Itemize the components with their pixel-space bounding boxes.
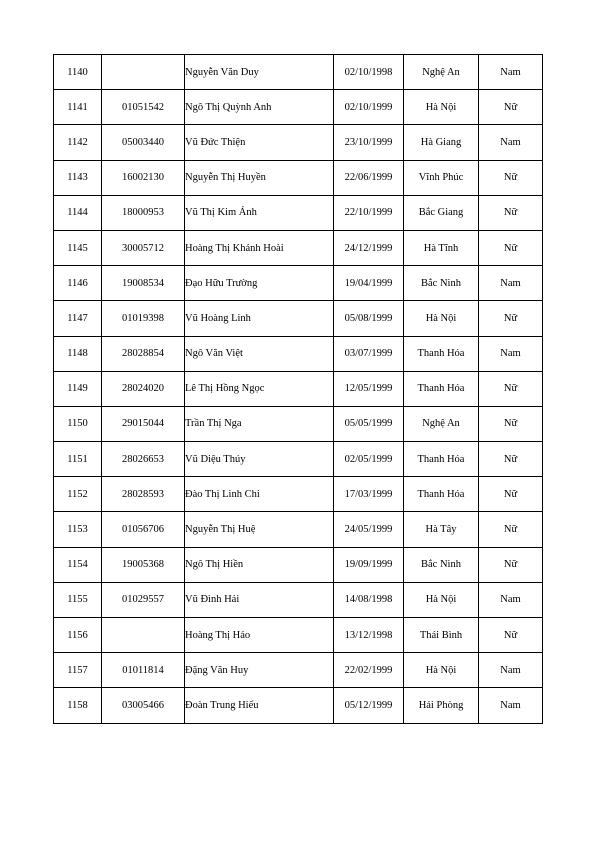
student-id-cell: 05003440 <box>102 125 185 160</box>
full-name-cell: Ngô Thị Quỳnh Anh <box>185 90 334 125</box>
row-number-cell: 1146 <box>54 266 102 301</box>
gender-cell: Nam <box>479 336 543 371</box>
full-name-cell: Vũ Đình Hải <box>185 582 334 617</box>
table-row <box>54 195 543 230</box>
student-id-cell: 01011814 <box>102 653 185 688</box>
student-id-cell: 01056706 <box>102 512 185 547</box>
birth-place-cell: Nghệ An <box>404 55 479 90</box>
full-name-cell: Vũ Thị Kim Ánh <box>185 195 334 230</box>
table-row <box>54 160 543 195</box>
student-id-cell: 28028854 <box>102 336 185 371</box>
gender-cell: Nữ <box>479 512 543 547</box>
table-row <box>54 230 543 265</box>
student-id-cell: 30005712 <box>102 230 185 265</box>
table-row <box>54 55 543 90</box>
full-name-cell: Nguyễn Thị Huệ <box>185 512 334 547</box>
birth-place-cell: Hà Nội <box>404 582 479 617</box>
table-row <box>54 336 543 371</box>
birth-place-cell: Hà Nội <box>404 301 479 336</box>
full-name-cell: Trần Thị Nga <box>185 406 334 441</box>
student-id-cell: 28024020 <box>102 371 185 406</box>
gender-cell: Nữ <box>479 301 543 336</box>
birth-date-cell: 12/05/1999 <box>334 371 404 406</box>
birth-date-cell: 22/02/1999 <box>334 653 404 688</box>
gender-cell: Nữ <box>479 547 543 582</box>
birth-place-cell: Nghệ An <box>404 406 479 441</box>
row-number-cell: 1147 <box>54 301 102 336</box>
gender-cell: Nam <box>479 653 543 688</box>
student-id-cell: 19005368 <box>102 547 185 582</box>
row-number-cell: 1148 <box>54 336 102 371</box>
row-number-cell: 1142 <box>54 125 102 160</box>
gender-cell: Nữ <box>479 90 543 125</box>
full-name-cell: Nguyễn Văn Duy <box>185 55 334 90</box>
table-row <box>54 618 543 653</box>
row-number-cell: 1157 <box>54 653 102 688</box>
row-number-cell: 1150 <box>54 406 102 441</box>
birth-date-cell: 19/04/1999 <box>334 266 404 301</box>
birth-date-cell: 05/08/1999 <box>334 301 404 336</box>
birth-place-cell: Thanh Hóa <box>404 371 479 406</box>
table-row <box>54 547 543 582</box>
birth-date-cell: 19/09/1999 <box>334 547 404 582</box>
table-row <box>54 688 543 723</box>
gender-cell: Nam <box>479 55 543 90</box>
birth-place-cell: Hà Giang <box>404 125 479 160</box>
row-number-cell: 1141 <box>54 90 102 125</box>
birth-date-cell: 24/05/1999 <box>334 512 404 547</box>
birth-place-cell: Thanh Hóa <box>404 442 479 477</box>
row-number-cell: 1143 <box>54 160 102 195</box>
row-number-cell: 1151 <box>54 442 102 477</box>
birth-date-cell: 22/10/1999 <box>334 195 404 230</box>
table-row <box>54 512 543 547</box>
gender-cell: Nữ <box>479 406 543 441</box>
student-id-cell: 28026653 <box>102 442 185 477</box>
student-id-cell: 18000953 <box>102 195 185 230</box>
row-number-cell: 1140 <box>54 55 102 90</box>
row-number-cell: 1158 <box>54 688 102 723</box>
birth-place-cell: Bắc Ninh <box>404 266 479 301</box>
table-row <box>54 266 543 301</box>
row-number-cell: 1144 <box>54 195 102 230</box>
birth-place-cell: Vĩnh Phúc <box>404 160 479 195</box>
table-row <box>54 477 543 512</box>
row-number-cell: 1153 <box>54 512 102 547</box>
table-row <box>54 582 543 617</box>
full-name-cell: Vũ Hoàng Linh <box>185 301 334 336</box>
gender-cell: Nữ <box>479 160 543 195</box>
student-id-cell: 03005466 <box>102 688 185 723</box>
gender-cell: Nam <box>479 125 543 160</box>
row-number-cell: 1156 <box>54 618 102 653</box>
birth-date-cell: 23/10/1999 <box>334 125 404 160</box>
table-row <box>54 371 543 406</box>
birth-date-cell: 13/12/1998 <box>334 618 404 653</box>
full-name-cell: Đào Thị Linh Chi <box>185 477 334 512</box>
full-name-cell: Vũ Đức Thiện <box>185 125 334 160</box>
roster-body <box>54 55 543 724</box>
table-row <box>54 301 543 336</box>
gender-cell: Nam <box>479 582 543 617</box>
gender-cell: Nữ <box>479 477 543 512</box>
full-name-cell: Ngô Thị Hiền <box>185 547 334 582</box>
gender-cell: Nữ <box>479 230 543 265</box>
birth-date-cell: 05/12/1999 <box>334 688 404 723</box>
gender-cell: Nữ <box>479 371 543 406</box>
full-name-cell: Vũ Diệu Thúy <box>185 442 334 477</box>
gender-cell: Nữ <box>479 618 543 653</box>
student-id-cell: 29015044 <box>102 406 185 441</box>
birth-place-cell: Thái Bình <box>404 618 479 653</box>
birth-date-cell: 02/05/1999 <box>334 442 404 477</box>
student-id-cell: 01019398 <box>102 301 185 336</box>
row-number-cell: 1155 <box>54 582 102 617</box>
birth-date-cell: 03/07/1999 <box>334 336 404 371</box>
birth-place-cell: Hà Tây <box>404 512 479 547</box>
birth-place-cell: Hà Nội <box>404 653 479 688</box>
gender-cell: Nam <box>479 266 543 301</box>
row-number-cell: 1149 <box>54 371 102 406</box>
student-id-cell <box>102 618 185 653</box>
full-name-cell: Đoàn Trung Hiếu <box>185 688 334 723</box>
birth-place-cell: Bắc Giang <box>404 195 479 230</box>
birth-place-cell: Hải Phòng <box>404 688 479 723</box>
gender-cell: Nữ <box>479 442 543 477</box>
full-name-cell: Lê Thị Hồng Ngọc <box>185 371 334 406</box>
birth-date-cell: 05/05/1999 <box>334 406 404 441</box>
birth-date-cell: 14/08/1998 <box>334 582 404 617</box>
row-number-cell: 1154 <box>54 547 102 582</box>
row-number-cell: 1152 <box>54 477 102 512</box>
birth-date-cell: 24/12/1999 <box>334 230 404 265</box>
full-name-cell: Hoàng Thị Hảo <box>185 618 334 653</box>
full-name-cell: Đạo Hữu Trường <box>185 266 334 301</box>
student-id-cell: 16002130 <box>102 160 185 195</box>
birth-date-cell: 22/06/1999 <box>334 160 404 195</box>
table-row <box>54 406 543 441</box>
table-row <box>54 653 543 688</box>
student-id-cell <box>102 55 185 90</box>
gender-cell: Nữ <box>479 195 543 230</box>
birth-place-cell: Hà Nội <box>404 90 479 125</box>
student-id-cell: 01029557 <box>102 582 185 617</box>
birth-date-cell: 02/10/1998 <box>334 55 404 90</box>
gender-cell: Nam <box>479 688 543 723</box>
full-name-cell: Ngô Văn Việt <box>185 336 334 371</box>
student-id-cell: 19008534 <box>102 266 185 301</box>
birth-place-cell: Thanh Hóa <box>404 477 479 512</box>
full-name-cell: Đặng Văn Huy <box>185 653 334 688</box>
table-row <box>54 90 543 125</box>
birth-place-cell: Bắc Ninh <box>404 547 479 582</box>
table-row <box>54 125 543 160</box>
full-name-cell: Nguyễn Thị Huyền <box>185 160 334 195</box>
full-name-cell: Hoàng Thị Khánh Hoài <box>185 230 334 265</box>
student-id-cell: 01051542 <box>102 90 185 125</box>
row-number-cell: 1145 <box>54 230 102 265</box>
birth-place-cell: Hà Tĩnh <box>404 230 479 265</box>
birth-place-cell: Thanh Hóa <box>404 336 479 371</box>
roster-table <box>53 54 543 724</box>
table-row <box>54 442 543 477</box>
birth-date-cell: 02/10/1999 <box>334 90 404 125</box>
student-id-cell: 28028593 <box>102 477 185 512</box>
birth-date-cell: 17/03/1999 <box>334 477 404 512</box>
